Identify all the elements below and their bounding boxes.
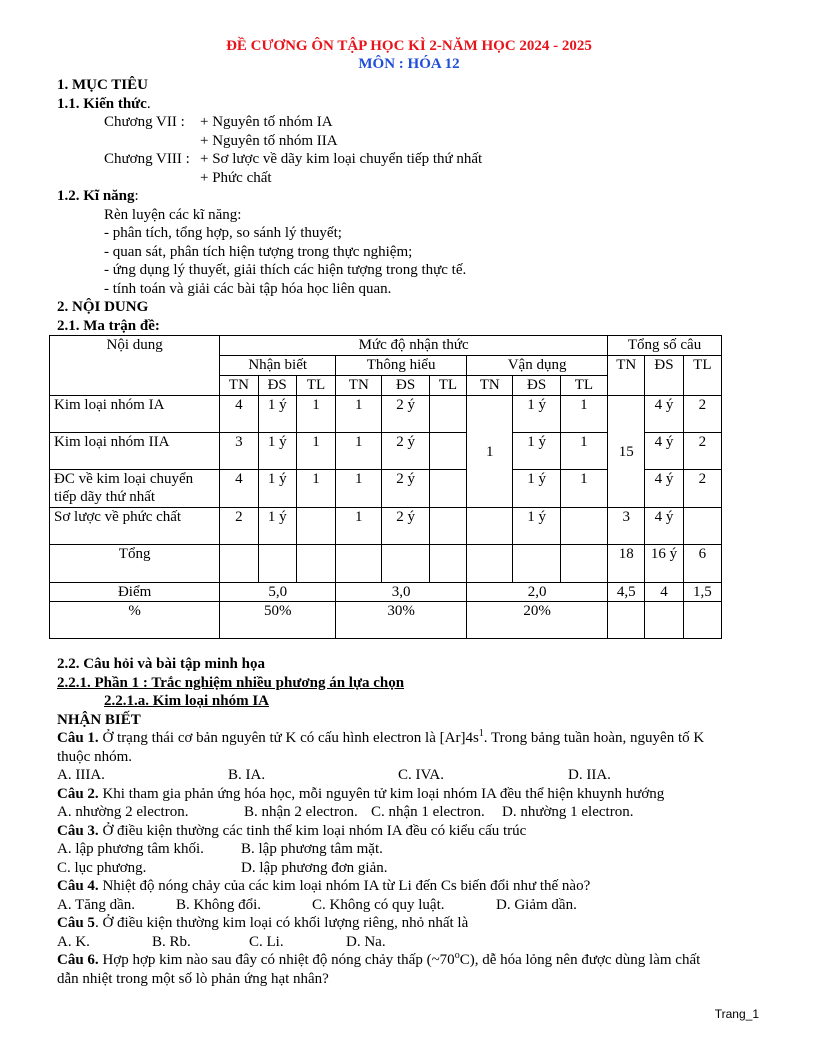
cell xyxy=(645,602,683,639)
points-tn: 4,5 xyxy=(608,583,645,602)
knowledge-heading-dot: . xyxy=(146,95,151,112)
cell: 1 ý xyxy=(513,433,560,470)
cell: 1 ý xyxy=(513,470,560,508)
percent-understanding: 30% xyxy=(336,602,467,639)
points-application: 2,0 xyxy=(467,583,608,602)
question-label: Câu 5 xyxy=(57,915,95,931)
points-tl: 1,5 xyxy=(683,583,721,602)
merged-apply-tn-cell: 1 xyxy=(467,396,513,508)
question-4 xyxy=(57,877,761,896)
option: B. nhận 2 electron. xyxy=(244,804,358,820)
question-text: . Trong bảng tuần hoàn, nguyên tố K xyxy=(483,730,705,746)
exam-matrix-table xyxy=(49,335,722,639)
option: D. IIA. xyxy=(568,767,611,783)
section-1-heading: 1. MỤC TIÊU xyxy=(57,77,148,93)
header-content: Nội dung xyxy=(50,336,220,396)
cell xyxy=(513,545,560,583)
table-row xyxy=(50,508,722,545)
cell: 1 xyxy=(560,433,607,470)
document-title: ĐỀ CƯƠNG ÔN TẬP HỌC KÌ 2-NĂM HỌC 2024 - 2025 xyxy=(226,38,592,54)
cell: 1 xyxy=(296,470,335,508)
question-2-options xyxy=(57,803,761,822)
cell xyxy=(467,508,513,545)
option: B. Rb. xyxy=(152,933,191,950)
question-3-options-row-2 xyxy=(57,859,761,878)
question-label: Câu 3. xyxy=(57,822,99,839)
question-5 xyxy=(57,914,761,933)
cell xyxy=(258,545,296,583)
question-text: Hợp hợp kim nào sau đây có nhiệt độ nóng chảy thấp (~70 xyxy=(98,952,455,968)
percent-application: 20% xyxy=(467,602,608,639)
cell xyxy=(382,545,429,583)
cell: 2 xyxy=(683,396,721,433)
cell: 1 ý xyxy=(258,508,296,545)
subheader-ds: ĐS xyxy=(513,376,560,396)
chapter-8-label: Chương VIII : xyxy=(104,151,190,167)
cell xyxy=(429,470,466,508)
question-6 xyxy=(57,951,761,970)
part-1-heading: 2.2.1. Phần 1 : Trắc nghiệm nhiều phương án lựa chọn xyxy=(57,674,405,691)
cell: 4 ý xyxy=(645,396,683,433)
subheader-tl: TL xyxy=(296,376,335,396)
cell xyxy=(429,545,466,583)
cell: 4 ý xyxy=(645,508,683,545)
points-ds: 4 xyxy=(645,583,683,602)
option: D. Na. xyxy=(346,933,386,950)
skill-item: - ứng dụng lý thuyết, giải thích các hiện tượng trong thực tế. xyxy=(104,262,467,278)
subheader-ds: ĐS xyxy=(258,376,296,396)
question-text: . Ở điều kiện thường kim loại có khối lượng riêng, nhỏ nhất là xyxy=(94,915,469,931)
question-label: Câu 4. xyxy=(57,878,99,894)
cell xyxy=(429,433,466,470)
subheader-tn: TN xyxy=(467,376,513,396)
cell: 1 ý xyxy=(258,396,296,433)
option: C. Li. xyxy=(249,933,284,950)
total-label: Tổng xyxy=(50,545,220,583)
percent-recognition: 50% xyxy=(220,602,336,639)
question-1 xyxy=(57,729,761,748)
cell xyxy=(429,396,466,433)
points-label: Điểm xyxy=(50,583,220,602)
option: B. Không đổi. xyxy=(176,896,262,913)
cell: 4 ý xyxy=(645,470,683,508)
cell: 3 xyxy=(220,433,258,470)
question-text: Ở điều kiện thường các tinh thể kim loại nhóm IA đều có kiểu cấu trúc xyxy=(98,822,527,839)
subheader-tl: TL xyxy=(560,376,607,396)
header-recognition: Nhận biết xyxy=(220,356,336,376)
cell: 2 xyxy=(683,433,721,470)
cell xyxy=(683,508,721,545)
superscript: 1 xyxy=(478,728,484,739)
skill-item: - tính toán và giải các bài tập hóa học liên quan. xyxy=(104,280,392,297)
question-3-options-row-1 xyxy=(57,840,761,859)
chapter-8-line-1 xyxy=(57,150,761,169)
cell: 1 ý xyxy=(513,508,560,545)
question-text: Khi tham gia phản ứng hóa học, mỗi nguyên tử kim loại nhóm IA đều thể hiện khuynh hướng xyxy=(98,785,665,802)
merged-total-tn-cell: 15 xyxy=(608,396,645,508)
total-tn: 18 xyxy=(608,545,645,583)
chapter-7-item-1: + Nguyên tố nhóm IA xyxy=(200,114,333,130)
cell xyxy=(608,602,645,639)
option: A. nhường 2 electron. xyxy=(57,804,189,820)
question-6-cont: dẫn nhiệt trong một số lò phản ứng hạt nhân? xyxy=(57,970,329,987)
cell xyxy=(560,545,607,583)
option: D. Giảm dần. xyxy=(496,896,577,913)
question-1-cont: thuộc nhóm. xyxy=(57,748,132,765)
option: C. lục phương. xyxy=(57,859,147,876)
question-label: Câu 6. xyxy=(57,952,99,968)
subheader-tn: TN xyxy=(336,376,382,396)
header-total-tl: TL xyxy=(683,356,721,396)
cell: 3 xyxy=(608,508,645,545)
question-3 xyxy=(57,822,761,841)
option: B. lập phương tâm mặt. xyxy=(241,841,383,857)
option: C. Không có quy luật. xyxy=(312,896,445,913)
cell: 2 ý xyxy=(382,508,429,545)
cell xyxy=(220,545,258,583)
row-label: Sơ lược về phức chất xyxy=(50,508,220,545)
subheader-ds: ĐS xyxy=(382,376,429,396)
option: A. lập phương tâm khối. xyxy=(57,841,204,857)
total-row xyxy=(50,545,722,583)
page-number: Trang_1 xyxy=(714,1007,759,1021)
cell: 1 xyxy=(296,433,335,470)
option: B. IA. xyxy=(228,767,266,783)
cell xyxy=(429,508,466,545)
knowledge-heading-line xyxy=(57,95,761,114)
option: C. IVA. xyxy=(398,767,444,783)
points-recognition: 5,0 xyxy=(220,583,336,602)
subheader-tn: TN xyxy=(220,376,258,396)
cell xyxy=(296,545,335,583)
header-total-tn: TN xyxy=(608,356,645,396)
knowledge-heading: 1.1. Kiến thức xyxy=(57,95,147,112)
chapter-7-label: Chương VII : xyxy=(104,114,185,130)
table-row xyxy=(50,396,722,433)
question-text: Nhiệt độ nóng chảy của các kim loại nhóm IA từ Li đến Cs biến đổi như thế nào? xyxy=(98,878,591,894)
header-understanding: Thông hiểu xyxy=(336,356,467,376)
cell: 1 ý xyxy=(258,470,296,508)
skill-item: - phân tích, tổng hợp, so sánh lý thuyết; xyxy=(104,225,342,241)
total-tl: 6 xyxy=(683,545,721,583)
question-4-options xyxy=(57,896,761,915)
skills-heading: 1.2. Kĩ năng xyxy=(57,188,135,204)
cell: 4 xyxy=(220,396,258,433)
question-text: C), dễ hóa lỏng nên được dùng làm chất xyxy=(459,952,701,968)
row-label: Kim loại nhóm IIA xyxy=(50,433,220,470)
level-heading: NHẬN BIẾT xyxy=(57,711,141,728)
percent-row xyxy=(50,602,722,639)
question-5-options xyxy=(57,933,761,952)
option: A. K. xyxy=(57,933,90,950)
cell: 2 ý xyxy=(382,396,429,433)
skills-heading-colon: : xyxy=(134,188,139,204)
document-page xyxy=(54,37,761,988)
cell: 1 xyxy=(336,508,382,545)
document-subtitle: MÔN : HÓA 12 xyxy=(358,56,460,72)
question-1-options xyxy=(57,766,761,785)
option: A. IIIA. xyxy=(57,767,105,783)
cell: 4 xyxy=(220,470,258,508)
cell: 2 xyxy=(683,470,721,508)
header-application: Vận dụng xyxy=(467,356,608,376)
cell xyxy=(683,602,721,639)
cell: 1 xyxy=(336,396,382,433)
subsection-heading: 2.2.1.a. Kim loại nhóm IA xyxy=(104,693,270,709)
superscript: o xyxy=(454,950,460,961)
cell: 1 xyxy=(560,470,607,508)
points-row xyxy=(50,583,722,602)
chapter-8-item-2: + Phức chất xyxy=(200,169,272,186)
option: C. nhận 1 electron. xyxy=(371,804,485,820)
option: D. nhường 1 electron. xyxy=(502,804,634,820)
header-total-questions: Tổng số câu xyxy=(608,336,722,356)
chapter-7-line-1 xyxy=(57,113,761,132)
points-understanding: 3,0 xyxy=(336,583,467,602)
question-2 xyxy=(57,785,761,804)
cell: 2 xyxy=(220,508,258,545)
cell: 1 xyxy=(560,396,607,433)
skills-intro: Rèn luyện các kĩ năng: xyxy=(104,206,242,223)
cell xyxy=(467,545,513,583)
chapter-8-item-1: + Sơ lược về dãy kim loại chuyển tiếp thứ nhất xyxy=(200,151,483,167)
header-total-ds: ĐS xyxy=(645,356,683,396)
question-label: Câu 2. xyxy=(57,785,99,802)
header-cognitive-level: Mức độ nhận thức xyxy=(220,336,608,356)
section-2-2-heading: 2.2. Câu hỏi và bài tập minh họa xyxy=(57,656,265,672)
cell: 2 ý xyxy=(382,433,429,470)
subheader-tl: TL xyxy=(429,376,466,396)
chapter-7-item-2: + Nguyên tố nhóm IIA xyxy=(200,132,338,149)
cell: 1 ý xyxy=(513,396,560,433)
cell xyxy=(336,545,382,583)
row-label: ĐC về kim loại chuyển tiếp dãy thứ nhất xyxy=(50,470,220,508)
question-label: Câu 1. xyxy=(57,730,99,746)
matrix-heading: 2.1. Ma trận đề: xyxy=(57,317,160,334)
cell: 1 xyxy=(336,433,382,470)
cell xyxy=(296,508,335,545)
total-ds: 16 ý xyxy=(645,545,683,583)
skills-heading-line xyxy=(57,187,761,206)
option: A. Tăng dần. xyxy=(57,896,136,913)
cell: 1 ý xyxy=(258,433,296,470)
question-text: Ở trạng thái cơ bản nguyên tử K có cấu hình electron là [Ar]4s xyxy=(98,730,479,746)
section-2-heading: 2. NỘI DUNG xyxy=(57,299,149,315)
row-label: Kim loại nhóm IA xyxy=(50,396,220,433)
skill-item: - quan sát, phân tích hiện tượng trong thực nghiệm; xyxy=(104,243,413,260)
cell: 1 xyxy=(296,396,335,433)
cell: 4 ý xyxy=(645,433,683,470)
cell: 2 ý xyxy=(382,470,429,508)
option: D. lập phương đơn giản. xyxy=(241,859,388,876)
cell xyxy=(560,508,607,545)
percent-label: % xyxy=(50,602,220,639)
cell: 1 xyxy=(336,470,382,508)
